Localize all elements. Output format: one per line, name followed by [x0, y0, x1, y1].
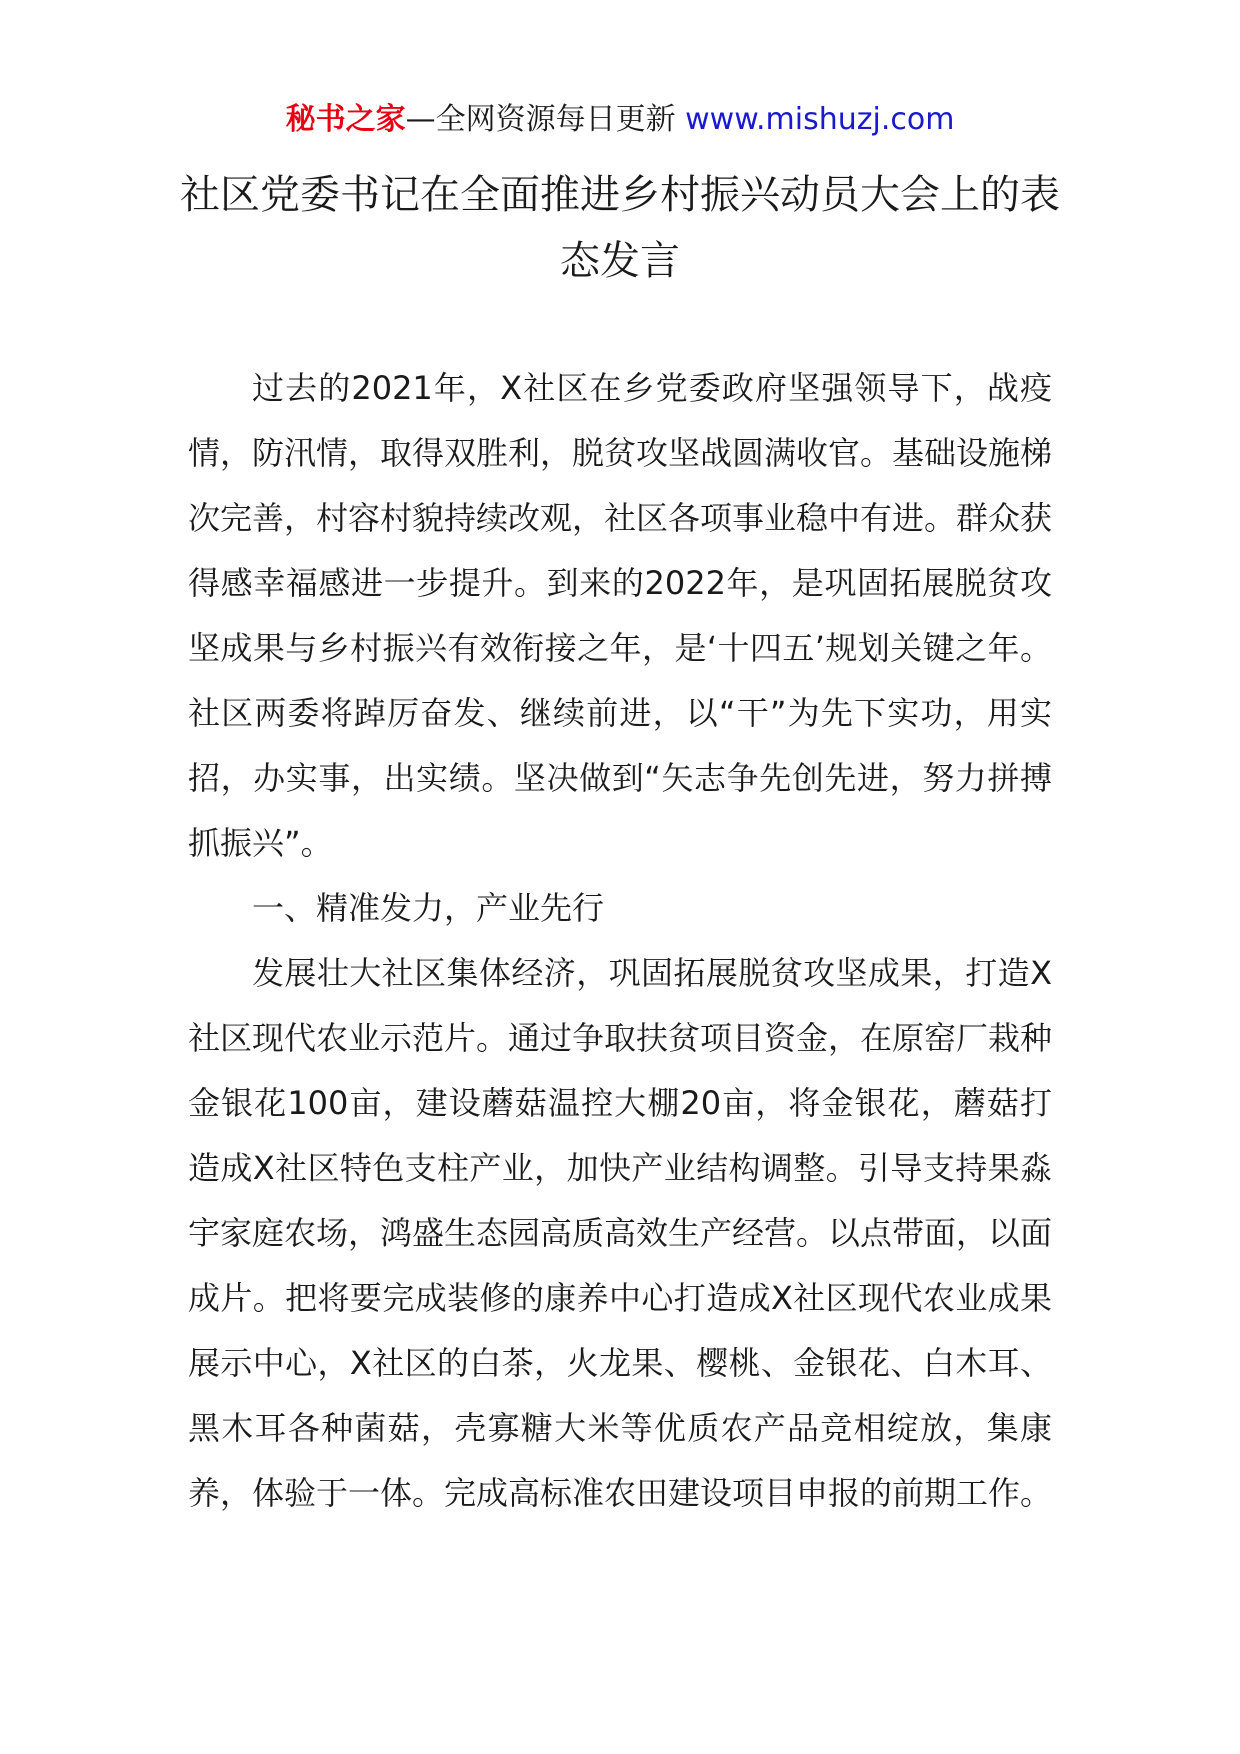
header-slogan: —全网资源每日更新: [405, 102, 686, 137]
document-title: 社区党委书记在全面推进乡村振兴动员大会上的表态发言: [180, 172, 1060, 284]
site-url-link[interactable]: www.mishuzj.com: [685, 102, 955, 137]
body-paragraph: 过去的2021年，X社区在乡党委政府坚强领导下，战疫情，防汛情，取得双胜利，脱贫攻坚战圆满收官。基础设施梯次完善，村容村貌持续改观，社区各项事业稳中有进。群众获得感幸福感进一步提升。到来的2022年，是巩固拓展脱贫攻坚成果与乡村振兴有效衔接之年，是‘十四五’规划关键之年。社区两委将踔厉奋发、继续前进，以“干”为先下实功，用实招，办实事，出实绩。坚决做到“矢志争先创先进，努力拼搏抓振兴”。: [188, 369, 1053, 862]
brand-name: 秘书之家: [285, 102, 406, 137]
section-heading: 一、精准发力，产业先行: [252, 889, 605, 927]
body-paragraph: 发展壮大社区集体经济，巩固拓展脱贫攻坚成果，打造X社区现代农业示范片。通过争取扶贫项目资金，在原窑厂栽种金银花100亩，建设蘑菇温控大棚20亩，将金银花，蘑菇打造成X社区特色支柱产业，加快产业结构调整。引导支持果淼宇家庭农场，鸿盛生态园高质高效生产经营。以点带面，以面成片。把将要完成装修的康养中心打造成X社区现代农业成果展示中心，X社区的白茶，火龙果、樱桃、金银花、白木耳、黑木耳各种菌菇，壳寡糖大米等优质农产品竞相绽放，集康养，体验于一体。完成高标准农田建设项目申报的前期工作。: [188, 954, 1053, 1512]
site-header: [0, 100, 1240, 140]
document-body: [188, 356, 1052, 1526]
